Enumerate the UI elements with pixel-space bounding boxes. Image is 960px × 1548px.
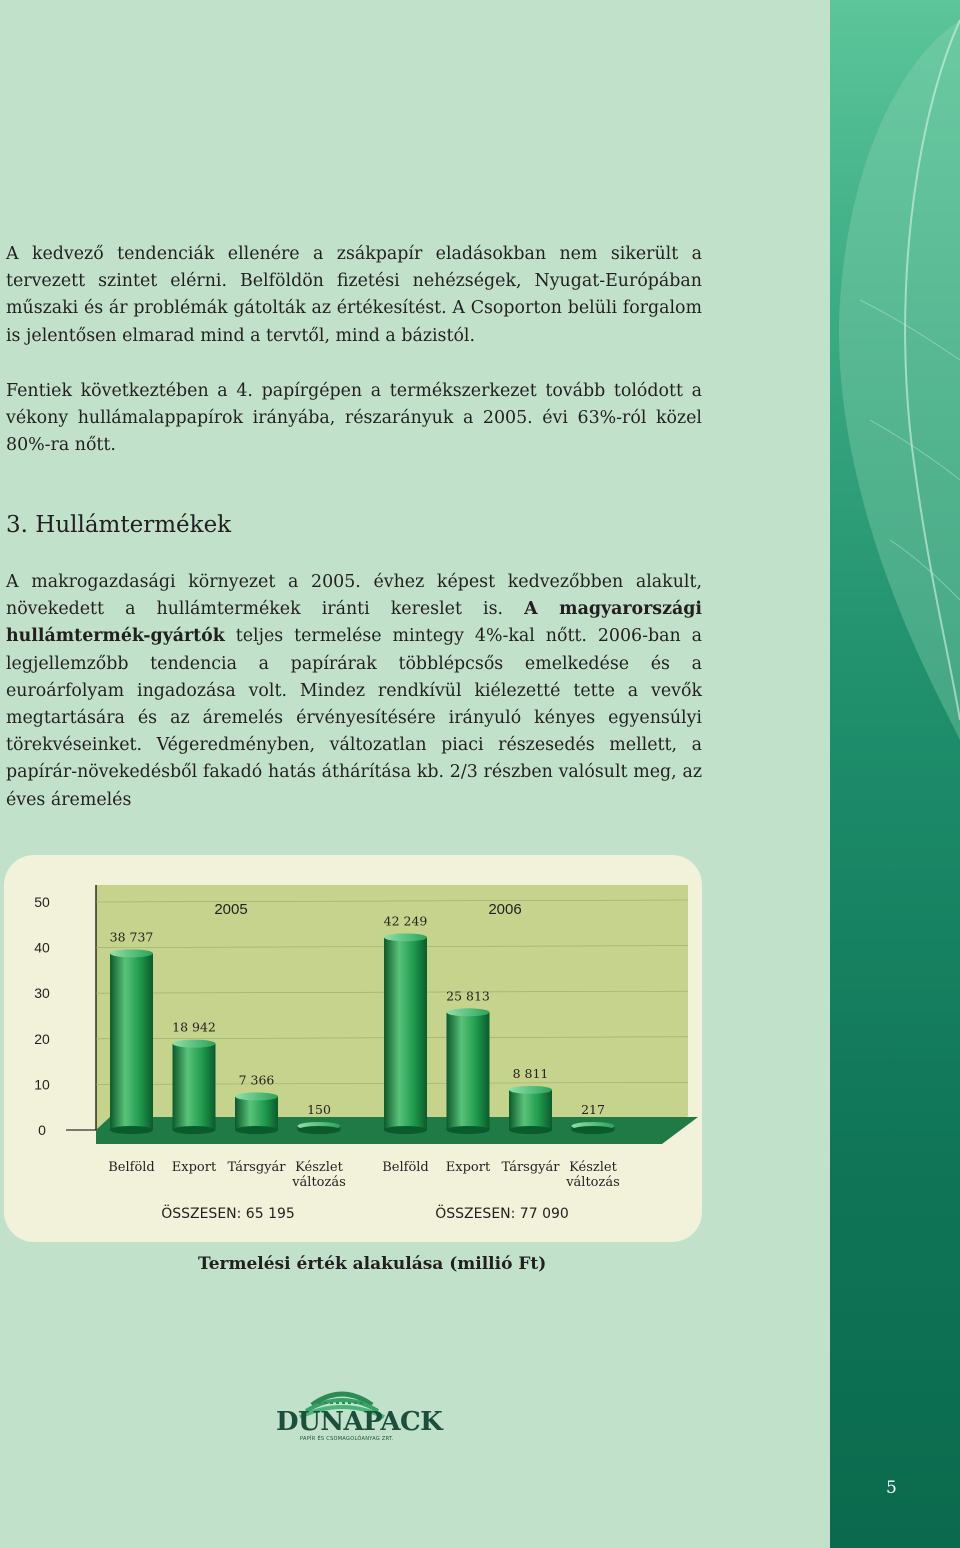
- bar-value-label: 38 737: [109, 929, 154, 945]
- bar-value-label: 42 249: [383, 913, 428, 929]
- production-value-chart: [4, 855, 702, 1242]
- bar-cap: [509, 1086, 552, 1094]
- category-label: Export: [171, 1160, 217, 1175]
- bar-base: [384, 1126, 427, 1134]
- paragraph-3-text-a: A makrogazdasági környezet a 2005. évhez képest kedvezőbben alakult, növekedett a hullámtermékek iránti kereslet is.: [6, 572, 702, 620]
- category-label: Társgyár: [501, 1160, 560, 1175]
- bar-value-label: 25 813: [446, 988, 490, 1004]
- group-total-label: ÖSSZESEN: 65 195: [161, 1206, 295, 1222]
- bar-value-label: 8 811: [512, 1065, 549, 1081]
- paragraph-3-bold: A magyarországi hullámtermék-gyártók: [6, 599, 703, 647]
- bar-value-label: 7 366: [238, 1072, 275, 1088]
- bar: [110, 953, 153, 1130]
- paragraph-1: [6, 241, 702, 350]
- category-label-line2: változás: [566, 1175, 620, 1190]
- bar-base: [298, 1126, 341, 1134]
- bar-cap: [110, 949, 153, 957]
- y-tick-label: 20: [34, 1030, 50, 1047]
- category-label: Belföld: [108, 1160, 155, 1175]
- bar-value-label: 150: [307, 1102, 331, 1117]
- group-total-label: ÖSSZESEN: 77 090: [435, 1206, 569, 1222]
- chart-panel: [4, 855, 702, 1242]
- bar-cap: [173, 1040, 216, 1048]
- bar-base: [235, 1126, 278, 1134]
- bar-cap: [384, 933, 427, 941]
- bar-base: [447, 1126, 490, 1134]
- category-label: Belföld: [382, 1160, 429, 1175]
- bar-base: [110, 1126, 153, 1134]
- bar-base: [509, 1126, 552, 1134]
- y-tick-label: 0: [38, 1122, 46, 1138]
- bar-base: [173, 1126, 216, 1134]
- paragraph-3: [6, 569, 702, 814]
- category-label: Készlet: [295, 1160, 343, 1175]
- bar-value-label: 217: [581, 1102, 605, 1117]
- bar-value-label: 18 942: [172, 1019, 216, 1035]
- bar-cap: [235, 1092, 278, 1100]
- y-tick-label: 50: [34, 894, 50, 910]
- decorative-sidebar: [830, 0, 960, 1548]
- bar-cap: [447, 1008, 490, 1016]
- category-label: Társgyár: [227, 1160, 286, 1175]
- logo-tagline: PAPÍR ÉS CSOMAGOLÓANYAG ZRT.: [300, 1436, 394, 1442]
- y-tick-label: 10: [34, 1076, 50, 1093]
- bar: [235, 1096, 278, 1130]
- bar-base: [572, 1126, 615, 1134]
- paragraph-2: [6, 378, 702, 460]
- bar: [509, 1090, 552, 1130]
- page-number: 5: [886, 1478, 897, 1498]
- y-tick-label: 30: [34, 985, 50, 1002]
- section-heading: 3. Hullámtermékek: [6, 512, 232, 538]
- logo-wordmark: DUNAPACK: [276, 1407, 443, 1437]
- group-year-label: 2006: [488, 901, 522, 918]
- group-year-label: 2005: [214, 901, 248, 918]
- feather-illustration: [830, 0, 960, 1548]
- bar: [173, 1044, 216, 1130]
- paragraph-3-text-b: teljes termelése mintegy 4%-kal nőtt. 2006-ban a legjellemzőbb tendencia a papírárak többlépcsős emelkedése és a euroárfolyam ingadozása volt. Mindez rendkívül kiélezetté tette a vevők megtartására és az áremelés érvényesítésére irányuló kényes egyensúlyi törekvéseinket. Végeredményben, változatlan piaci részesedés mellett, a papírár-növekedésből fakadó hatás áthárítása kb. 2/3 részben valósult meg, az éves áremelés: [6, 626, 702, 810]
- chart-caption: Termelési érték alakulása (millió Ft): [198, 1254, 547, 1274]
- category-label-line2: változás: [292, 1175, 346, 1190]
- bar: [447, 1012, 490, 1130]
- paragraph-2-text: Fentiek következtében a 4. papírgépen a termékszerkezet tovább tolódott a vékony hullámalappapírok irányába, részarányuk a 2005. évi 63%-ról közel 80%-ra nőtt.: [6, 381, 702, 456]
- y-tick-label: 40: [34, 939, 50, 956]
- bar: [384, 937, 427, 1130]
- paragraph-1-text: A kedvező tendenciák ellenére a zsákpapír eladásokban nem sikerült a tervezett szintet elérni. Belföldön fizetési nehézségek, Nyugat-Európában műszaki és ár problémák gátolták az értékesítést. A Csoporton belüli forgalom is jelentősen elmarad mind a tervtől, mind a bázistól.: [6, 244, 702, 346]
- category-label: Készlet: [569, 1160, 617, 1175]
- category-label: Export: [445, 1160, 491, 1175]
